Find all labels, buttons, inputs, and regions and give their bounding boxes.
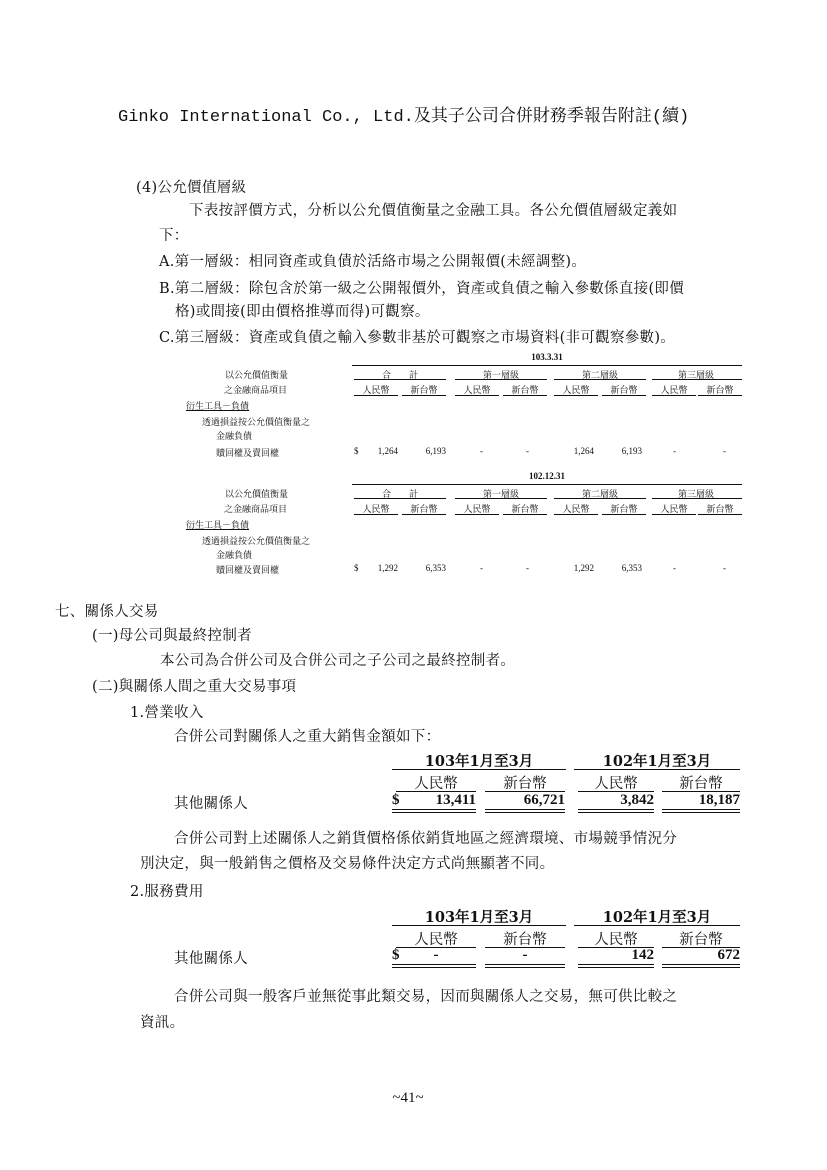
group-header-level2: 第二層級 <box>581 371 618 381</box>
col-rmb: 人民幣 <box>414 932 458 948</box>
subsection-1-title: (一)母公司與最終控制者 <box>92 628 252 644</box>
value-cell: - <box>526 446 529 456</box>
value-cell: - <box>526 563 529 573</box>
section-4-paragraph-line1: 下表按評價方式，分析以公允價值衡量之金融工具。各公允價值層級定義如 <box>189 203 678 219</box>
value-cell: 18,187 <box>698 792 740 808</box>
row-label: 其他關係人 <box>174 951 248 967</box>
value-cell: 142 <box>631 947 654 963</box>
row-item-line3: 贖回權及賣回權 <box>216 566 280 576</box>
value-cell: 6,193 <box>621 446 642 456</box>
col-header-line1: 以公允價值衡量 <box>225 371 289 381</box>
col-rmb: 人民幣 <box>562 505 590 515</box>
value-cell: 6,353 <box>621 563 642 573</box>
group-header-level1: 第一層級 <box>482 490 519 500</box>
col-header-line2: 之金融商品項目 <box>224 386 288 396</box>
col-twd: 新台幣 <box>503 932 547 948</box>
value-cell: 13,411 <box>435 792 476 808</box>
item-1-title: 1.營業收入 <box>130 705 204 721</box>
value-cell: 66,721 <box>523 792 565 808</box>
col-rmb: 人民幣 <box>463 505 491 515</box>
col-rmb: 人民幣 <box>362 505 390 515</box>
row-item-line2: 金融負債 <box>216 432 253 442</box>
value-cell: 672 <box>717 947 740 963</box>
col-rmb: 人民幣 <box>594 776 638 792</box>
col-twd: 新台幣 <box>511 386 539 396</box>
group-header-level2: 第二層級 <box>581 490 618 500</box>
value-cell: 1,292 <box>377 563 398 573</box>
col-rmb: 人民幣 <box>562 386 590 396</box>
page-number: ~41~ <box>392 1090 424 1106</box>
currency-symbol: $ <box>354 446 359 456</box>
period-header: 103年1月至3月 <box>424 909 534 926</box>
value-cell: - <box>673 563 676 573</box>
col-twd: 新台幣 <box>511 505 539 515</box>
page-header: Ginko International Co., Ltd.及其子公司合併財務季報告附註(續) <box>118 108 690 127</box>
currency-symbol: $ <box>392 947 400 963</box>
level-a-definition: A.第一層級：相同資產或負債於活絡市場之公開報價(未經調整)。 <box>159 254 587 270</box>
col-twd: 新台幣 <box>679 776 723 792</box>
currency-symbol: $ <box>392 792 400 808</box>
col-rmb: 人民幣 <box>660 386 688 396</box>
col-twd: 新台幣 <box>503 776 547 792</box>
currency-symbol: $ <box>354 563 359 573</box>
period-header: 102年1月至3月 <box>602 909 712 926</box>
group-header-level3: 第三層級 <box>677 490 714 500</box>
group-header-total: 合 計 <box>381 490 418 500</box>
level-b-definition-line1: B.第二層級：除包含於第一級之公開報價外，資產或負債之輸入參數係直接(即價 <box>159 281 685 297</box>
section-7-title: 七、關係人交易 <box>55 604 159 620</box>
value-cell: - <box>723 446 726 456</box>
group-header-level1: 第一層級 <box>482 371 519 381</box>
col-rmb: 人民幣 <box>414 776 458 792</box>
value-cell: - <box>723 563 726 573</box>
value-cell: - <box>480 563 483 573</box>
item-1-note-line1: 合併公司對上述關係人之銷貨價格係依銷貨地區之經濟環境、市場競爭情況分 <box>174 831 678 847</box>
subsection-2-title: (二)與關係人間之重大交易事項 <box>92 679 297 695</box>
col-twd: 新台幣 <box>410 505 438 515</box>
col-rmb: 人民幣 <box>362 386 390 396</box>
col-header-line2: 之金融商品項目 <box>224 505 288 515</box>
value-cell: - <box>480 446 483 456</box>
value-cell: 6,193 <box>425 446 446 456</box>
row-item-line3: 贖回權及賣回權 <box>216 449 280 459</box>
item-2-note-line1: 合併公司與一般客戶並無從事此類交易，因而與關係人之交易，無可供比較之 <box>174 989 678 1005</box>
item-1-paragraph: 合併公司對關係人之重大銷售金額如下： <box>174 729 441 745</box>
item-1-note-line2: 別決定，與一般銷售之價格及交易條件決定方式尚無顯著不同。 <box>140 856 555 872</box>
table-date: 103.3.31 <box>531 352 563 362</box>
level-b-definition-line2: 格)或間接(即由價格推導而得)可觀察。 <box>175 304 430 320</box>
col-rmb: 人民幣 <box>660 505 688 515</box>
value-cell: 3,842 <box>620 792 654 808</box>
row-label: 其他關係人 <box>174 796 248 812</box>
col-twd: 新台幣 <box>679 932 723 948</box>
col-rmb: 人民幣 <box>463 386 491 396</box>
value-cell: - <box>522 947 528 963</box>
period-header: 102年1月至3月 <box>602 753 712 770</box>
value-cell: 6,353 <box>425 563 446 573</box>
row-subheader: 衍生工具－負債 <box>186 521 250 531</box>
period-header: 103年1月至3月 <box>424 753 534 770</box>
item-2-note-line2: 資訊。 <box>140 1015 185 1031</box>
value-cell: 1,292 <box>573 563 594 573</box>
row-item-line2: 金融負債 <box>216 551 253 561</box>
value-cell: - <box>673 446 676 456</box>
section-4-title: (4)公允價值層級 <box>136 180 247 196</box>
value-cell: - <box>433 947 439 963</box>
col-rmb: 人民幣 <box>594 932 638 948</box>
col-twd: 新台幣 <box>706 386 734 396</box>
value-cell: 1,264 <box>573 446 594 456</box>
group-header-total: 合 計 <box>381 371 418 381</box>
col-twd: 新台幣 <box>610 505 638 515</box>
table-date: 102.12.31 <box>529 471 565 481</box>
col-twd: 新台幣 <box>410 386 438 396</box>
subsection-1-paragraph: 本公司為合併公司及合併公司之子公司之最終控制者。 <box>160 653 516 669</box>
row-item-line1: 透過損益按公允價值衡量之 <box>202 418 311 428</box>
value-cell: 1,264 <box>377 446 398 456</box>
group-header-level3: 第三層級 <box>677 371 714 381</box>
col-twd: 新台幣 <box>610 386 638 396</box>
level-c-definition: C.第三層級：資產或負債之輸入參數非基於可觀察之市場資料(非可觀察參數)。 <box>159 330 676 346</box>
section-4-paragraph-line2: 下： <box>159 228 189 244</box>
row-subheader: 衍生工具－負債 <box>186 402 250 412</box>
row-item-line1: 透過損益按公允價值衡量之 <box>202 537 311 547</box>
col-header-line1: 以公允價值衡量 <box>225 490 289 500</box>
col-twd: 新台幣 <box>706 505 734 515</box>
item-2-title: 2.服務費用 <box>130 884 204 900</box>
